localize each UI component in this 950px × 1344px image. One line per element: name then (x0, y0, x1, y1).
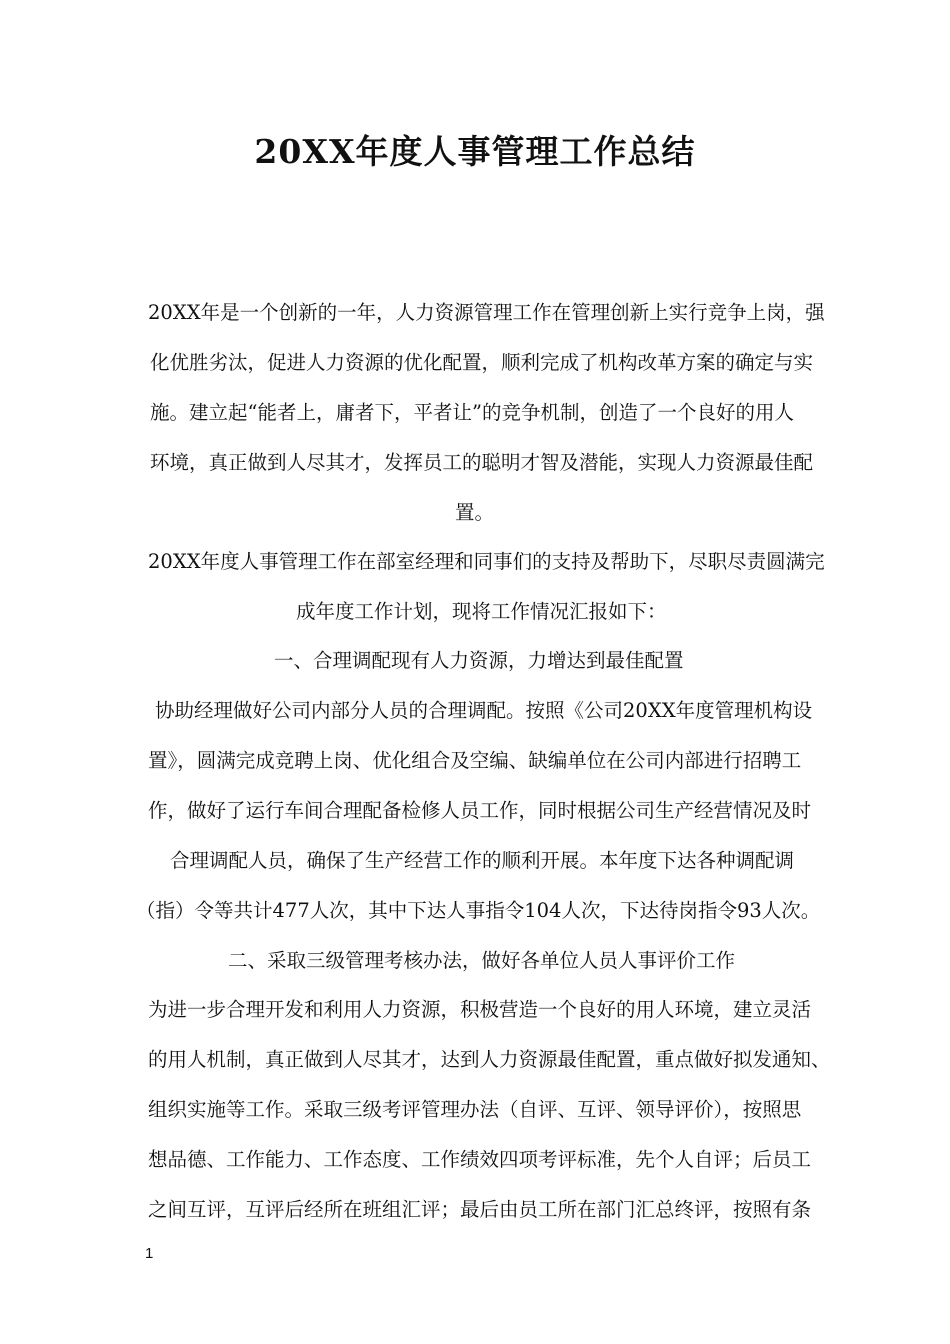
page-number: 1 (145, 1245, 154, 1262)
body-line: （指）令等共计477人次，其中下达人事指令104人次，下达待岗指令93人次。 (136, 899, 821, 922)
section-heading: 二、采取三级管理考核办法，做好各单位人员人事评价工作 (228, 949, 736, 972)
body-line: 置》，圆满完成竞聘上岗、优化组合及空编、缺编单位在公司内部进行招聘工 (148, 749, 802, 772)
section-heading: 一、合理调配现有人力资源，力增达到最佳配置 (274, 649, 684, 672)
body-line: 化优胜劣汰，促进人力资源的优化配置，顺利完成了机构改革方案的确定与实 (150, 351, 814, 374)
body-line: 20XX年是一个创新的一年，人力资源管理工作在管理创新上实行竞争上岗，强 (148, 301, 825, 324)
body-line: 协助经理做好公司内部分人员的合理调配。按照《公司20XX年度管理机构设 (155, 699, 813, 722)
body-line: 置。 (455, 501, 495, 524)
body-line: 组织实施等工作。采取三级考评管理办法（自评、互评、领导评价），按照思 (148, 1098, 802, 1121)
body-line: 想品德、工作能力、工作态度、工作绩效四项考评标准，先个人自评；后员工 (148, 1148, 812, 1171)
document-title: 20XX年度人事管理工作总结 (254, 132, 696, 171)
body-line: 合理调配人员，确保了生产经营工作的顺利开展。本年度下达各种调配调 (170, 849, 795, 872)
body-line: 20XX年度人事管理工作在部室经理和同事们的支持及帮助下，尽职尽责圆满完 (148, 550, 825, 573)
body-line: 成年度工作计划，现将工作情况汇报如下： (296, 600, 667, 623)
body-line: 之间互评，互评后经所在班组汇评；最后由员工所在部门汇总终评，按照有条 (148, 1198, 812, 1221)
body-line: 的用人机制，真正做到人尽其才，达到人力资源最佳配置，重点做好拟发通知、 (148, 1048, 831, 1071)
body-line: 为进一步合理开发和利用人力资源，积极营造一个良好的用人环境，建立灵活 (148, 998, 812, 1021)
body-line: 环境，真正做到人尽其才，发挥员工的聪明才智及潜能，实现人力资源最佳配 (150, 451, 814, 474)
body-line: 施。建立起“能者上，庸者下，平者让”的竞争机制，创造了一个良好的用人 (150, 401, 794, 424)
body-line: 作，做好了运行车间合理配备检修人员工作，同时根据公司生产经营情况及时 (148, 799, 812, 822)
